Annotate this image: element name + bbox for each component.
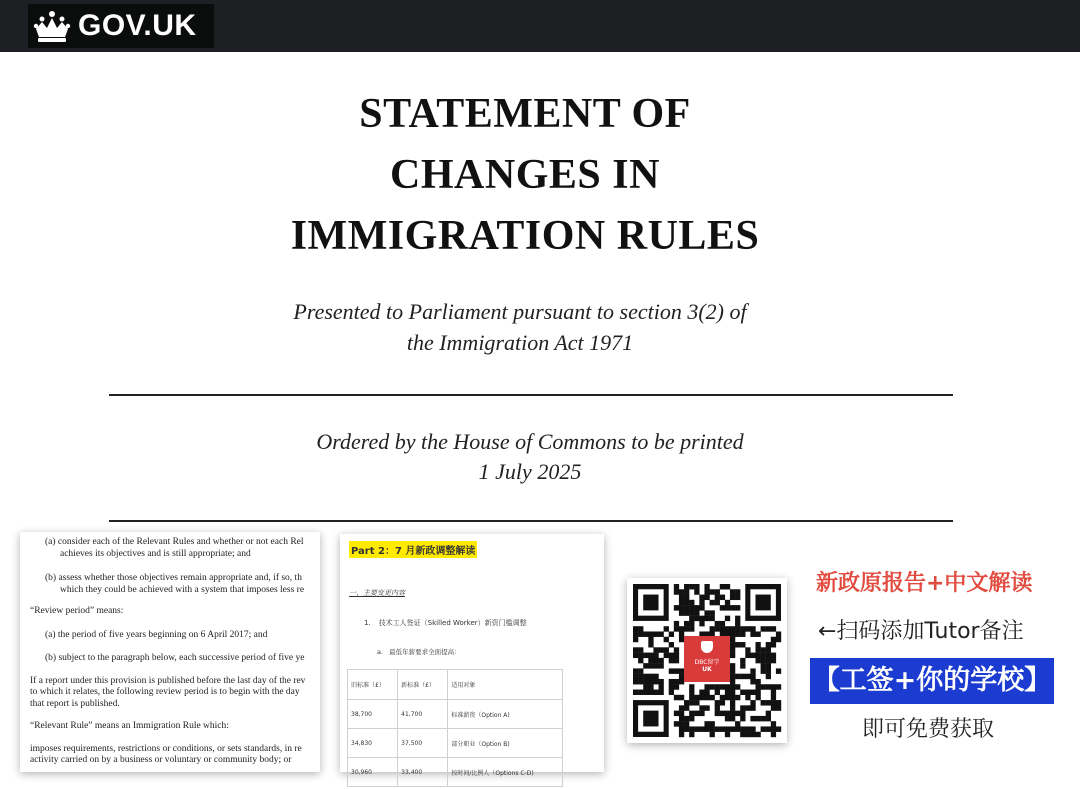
table-cell: 38,700 bbox=[348, 700, 398, 729]
section-heading: 一、主要变更内容 bbox=[349, 589, 405, 597]
legal-line: that report is published. bbox=[30, 698, 120, 709]
legal-line: which they could be achieved with a system that imposes less re bbox=[60, 584, 305, 595]
list-item bbox=[364, 618, 527, 628]
legal-line: If a report under this provision is published before the last day of the rev bbox=[30, 675, 306, 686]
title-line: STATEMENT OF bbox=[359, 91, 691, 137]
legal-excerpt-card bbox=[20, 532, 320, 772]
table-cell: 新标准（£） bbox=[398, 670, 448, 700]
qr-finder-square bbox=[745, 584, 781, 621]
table-header-row bbox=[348, 670, 563, 700]
qr-center-badge bbox=[684, 636, 730, 682]
salary-table bbox=[347, 669, 563, 787]
crown-icon bbox=[32, 8, 72, 44]
sub-item-text: 最低年薪要求全面提高： bbox=[389, 648, 461, 656]
title-line: IMMIGRATION RULES bbox=[290, 213, 760, 259]
shield-icon bbox=[701, 641, 713, 653]
qr-finder-square bbox=[633, 700, 669, 737]
ordered-line: Ordered by the House of Commons to be printed bbox=[316, 429, 744, 454]
divider-rule bbox=[109, 520, 953, 522]
divider-rule bbox=[109, 394, 953, 396]
legal-line: (b) assess whether those objectives remain appropriate and, if so, th bbox=[45, 573, 302, 583]
legal-line: activity carried on by a business or voluntary or community body; or bbox=[30, 755, 292, 765]
promo-headline: 新政原报告+中文解读 bbox=[816, 571, 1033, 596]
table-cell: 部分职业（Option B) bbox=[448, 729, 563, 758]
legal-line: “Review period” means: bbox=[30, 606, 124, 616]
legal-line: “Relevant Rule” means an Immigration Rule which: bbox=[30, 721, 229, 731]
document-title bbox=[0, 84, 1050, 267]
presented-line: Presented to Parliament pursuant to section 3(2) of bbox=[293, 299, 747, 324]
legal-line: (a) the period of five years beginning on 6 April 2017; and bbox=[45, 629, 268, 640]
promo-instruction: ←扫码添加Tutor备注 bbox=[818, 619, 1024, 644]
presented-line: the Immigration Act 1971 bbox=[406, 330, 634, 355]
table-cell: 旧标准（£） bbox=[348, 670, 398, 700]
legal-line: (a) consider each of the Relevant Rules and whether or not each Rel bbox=[45, 537, 304, 547]
table-cell: 41,700 bbox=[398, 700, 448, 729]
table-cell: 33,400 bbox=[398, 758, 448, 787]
qr-badge-text: DBC留学 bbox=[694, 659, 720, 666]
ordered-line: 1 July 2025 bbox=[478, 459, 582, 484]
legal-line: to which it relates, the following review period is to begin with the day bbox=[30, 687, 300, 697]
table-row bbox=[348, 700, 563, 729]
govuk-header-bar bbox=[0, 0, 1080, 52]
item-text: 技术工人签证（Skilled Worker）新资门槛调整 bbox=[378, 619, 527, 627]
govuk-logo[interactable] bbox=[28, 4, 214, 48]
table-row bbox=[348, 758, 563, 787]
table-cell: 37,500 bbox=[398, 729, 448, 758]
promo-note-banner: 【工签+你的学校】 bbox=[810, 658, 1054, 704]
table-cell: 30,960 bbox=[348, 758, 398, 787]
table-cell: 适用对象 bbox=[448, 670, 563, 700]
qr-code-card[interactable] bbox=[627, 578, 787, 743]
promo-footer: 即可免费获取 bbox=[862, 717, 995, 742]
qr-badge-sub: UK bbox=[702, 666, 712, 673]
chinese-excerpt-card bbox=[340, 534, 604, 777]
presented-statement bbox=[0, 296, 1040, 358]
govuk-logo-text: GOV.UK bbox=[78, 9, 197, 42]
excerpt-heading: Part 2：7 月新政调整解读 bbox=[349, 541, 477, 558]
table-cell: 按时间/比例人（Options C-D) bbox=[448, 758, 563, 787]
sub-item bbox=[377, 647, 461, 656]
qr-finder-square bbox=[633, 584, 669, 621]
table-cell: 标准薪资（Option A) bbox=[448, 700, 563, 729]
ordered-statement bbox=[0, 427, 1060, 487]
legal-line: imposes requirements, restrictions or conditions, or sets standards, in re bbox=[30, 743, 302, 754]
table-row bbox=[348, 729, 563, 758]
table-cell: 34,830 bbox=[348, 729, 398, 758]
item-number: 1. bbox=[364, 619, 371, 627]
title-line: CHANGES IN bbox=[390, 152, 660, 198]
sub-item-number: a. bbox=[377, 648, 384, 656]
legal-line: achieves its objectives and is still appropriate; and bbox=[60, 548, 251, 559]
legal-line: (b) subject to the paragraph below, each successive period of five ye bbox=[45, 653, 305, 663]
